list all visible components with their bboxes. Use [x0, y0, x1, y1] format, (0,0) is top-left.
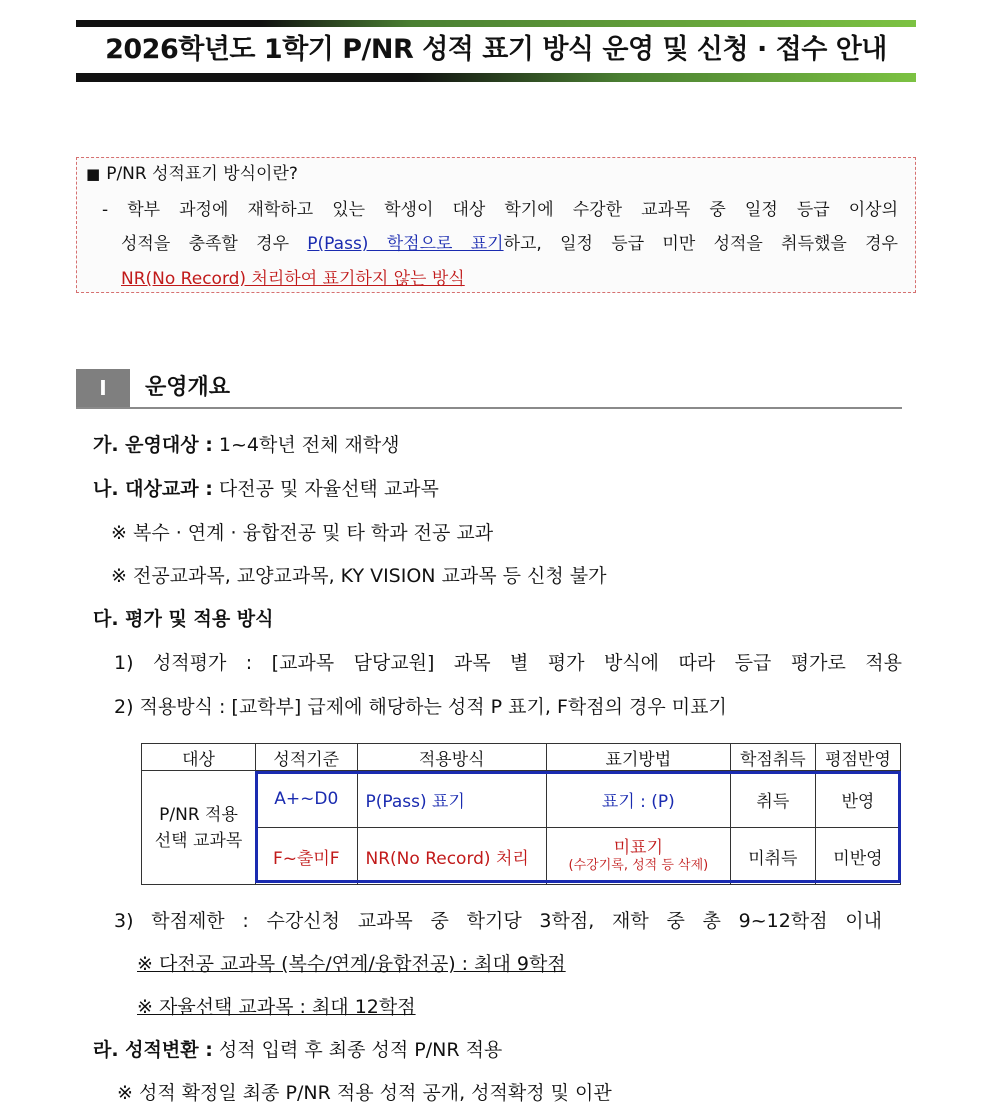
table-header: 적용방식 — [357, 744, 546, 771]
item-ra-note: ※ 성적 확정일 최종 P/NR 적용 성적 공개, 성적확정 및 이관 — [117, 1082, 612, 1104]
table-row — [142, 828, 901, 885]
table-cell-display: 표기 : (P) — [546, 771, 730, 828]
definition-nr-highlight: NR(No Record) 처리하여 표기하지 않는 방식 — [121, 269, 465, 289]
definition-heading — [86, 161, 298, 187]
item-ga-value: 1~4학년 전체 재학생 — [212, 434, 400, 456]
table-header: 성적기준 — [256, 744, 358, 771]
table-header: 표기방법 — [546, 744, 730, 771]
page-title: 2026학년도 1학기 P/NR 성적 표기 방식 운영 및 신청 · 접수 안내 — [105, 34, 887, 65]
table-target-line-2: 선택 교과목 — [154, 830, 243, 851]
item-ra-value: 성적 입력 후 최종 성적 P/NR 적용 — [212, 1039, 503, 1061]
title-bottom-bar — [76, 73, 916, 82]
table-cell-credit: 미취득 — [730, 828, 815, 885]
item-da — [93, 606, 274, 632]
item-na-note-1: ※ 복수 · 연계 · 융합전공 및 타 학과 전공 교과 — [111, 522, 494, 544]
table-cell-gpa: 미반영 — [815, 828, 900, 885]
table-cell-method: P(Pass) 표기 — [357, 771, 546, 828]
item-da-3: 3) 학점제한 : 수강신청 교과목 중 학기당 3학점, 재학 중 총 9~12학점 이내 — [114, 910, 882, 932]
table-header: 학점취득 — [730, 744, 815, 771]
item-na-label: 나. 대상교과 : — [93, 478, 213, 500]
definition-line-1: - 학부 과정에 재학하고 있는 학생이 대상 학기에 수강한 교과목 중 일정 등급 이상의 — [102, 200, 898, 220]
section-number: I — [76, 369, 130, 407]
table-target-cell — [142, 771, 256, 885]
table-header: 평점반영 — [815, 744, 900, 771]
section-divider — [76, 407, 902, 409]
item-ra — [93, 1037, 502, 1063]
table-target-line-1: P/NR 적용 — [159, 804, 238, 825]
table-header-row — [142, 744, 901, 771]
definition-line-2 — [121, 231, 898, 257]
table-cell-credit: 취득 — [730, 771, 815, 828]
item-ga-label: 가. 운영대상 : — [93, 434, 213, 456]
item-na-note-2: ※ 전공교과목, 교양교과목, KY VISION 교과목 등 신청 불가 — [111, 565, 607, 587]
item-da-2: 2) 적용방식 : [교학부] 급제에 해당하는 성적 P 표기, F학점의 경우 미표기 — [114, 696, 727, 718]
item-da-1: 1) 성적평가 : [교과목 담당교원] 과목 별 평가 방식에 따라 등급 평가로 적용 — [114, 652, 902, 674]
table-cell-display-sub: (수강기록, 성적 등 삭제) — [568, 858, 709, 873]
definition-line-2-a: 성적을 충족할 경우 — [121, 234, 308, 254]
table-cell-criteria: A+~D0 — [256, 771, 358, 828]
table-cell-gpa: 반영 — [815, 771, 900, 828]
item-ga — [93, 432, 400, 458]
table-cell-criteria: F~출미F — [256, 828, 358, 885]
square-bullet-icon: ■ — [86, 165, 101, 183]
table-cell-display-main: 미표기 — [613, 838, 664, 858]
table-row — [142, 771, 901, 828]
item-da-label: 다. 평가 및 적용 방식 — [93, 608, 274, 630]
definition-line-2-c: 하고, 일정 등급 미만 성적을 취득했을 경우 — [503, 234, 898, 254]
section-title: 운영개요 — [145, 375, 231, 400]
table-header: 대상 — [142, 744, 256, 771]
item-da-3-note-1: ※ 다전공 교과목 (복수/연계/융합전공) : 최대 9학점 — [137, 953, 566, 975]
item-na-value: 다전공 및 자율선택 교과목 — [212, 478, 439, 500]
table-cell-method: NR(No Record) 처리 — [357, 828, 546, 885]
grade-table — [141, 743, 901, 885]
item-na — [93, 476, 439, 502]
table-cell-display — [546, 828, 730, 885]
title-top-bar — [76, 20, 916, 27]
definition-pass-highlight: P(Pass) 학점으로 표기 — [307, 234, 504, 254]
definition-heading-text: P/NR 성적표기 방식이란? — [106, 164, 298, 184]
item-ra-label: 라. 성적변환 : — [93, 1039, 213, 1061]
item-da-3-note-2: ※ 자율선택 교과목 : 최대 12학점 — [137, 996, 416, 1018]
